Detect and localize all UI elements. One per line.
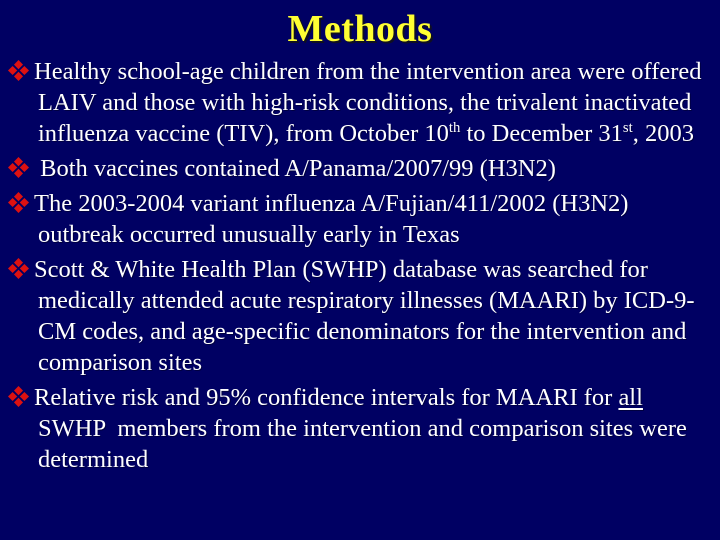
bullet-item bbox=[8, 188, 716, 250]
bullet-text: Both vaccines contained A/Panama/2007/99 (H3N2) bbox=[34, 155, 556, 182]
bullet-item bbox=[8, 254, 716, 378]
bullet-item bbox=[8, 382, 716, 475]
diamond-cluster-bullet-icon bbox=[8, 157, 29, 178]
diamond-cluster-bullet-icon bbox=[8, 60, 29, 81]
bullet-item bbox=[8, 56, 716, 149]
bullet-text: Scott & White Health Plan (SWHP) database was searched for medically attended acute respiratory illnesses (MAARI) by ICD-9-CM codes, and age-specific denominators for the intervention and comparison sites bbox=[34, 256, 695, 376]
bullet-item bbox=[8, 153, 716, 184]
diamond-cluster-bullet-icon bbox=[8, 192, 29, 213]
bullet-text: Healthy school-age children from the intervention area were offered LAIV and those with high-risk conditions, the trivalent inactivated influenza vaccine (TIV), from October 10th to December 31st, 2003 bbox=[34, 58, 708, 147]
bullet-text: The 2003-2004 variant influenza A/Fujian/411/2002 (H3N2) outbreak occurred unusually early in Texas bbox=[34, 190, 635, 248]
bullet-text: Relative risk and 95% confidence intervals for MAARI for all SWHP members from the intervention and comparison sites were determined bbox=[34, 384, 693, 473]
slide-title: Methods bbox=[287, 8, 433, 50]
bullet-list bbox=[0, 56, 720, 475]
diamond-cluster-bullet-icon bbox=[8, 258, 29, 279]
diamond-cluster-bullet-icon bbox=[8, 386, 29, 407]
